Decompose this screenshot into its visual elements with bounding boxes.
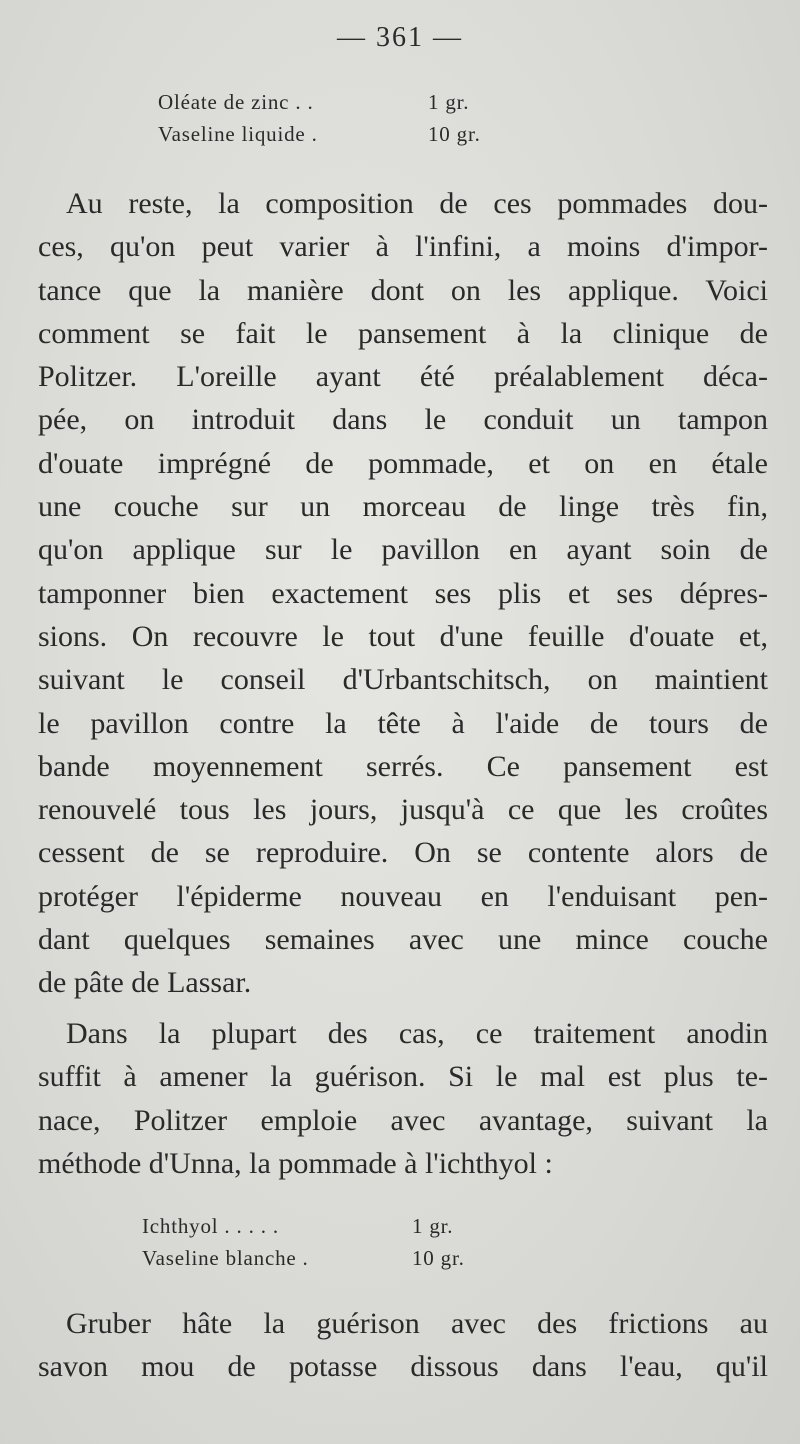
text-line: dant quelques semaines avec une mince couche bbox=[38, 923, 768, 957]
recipe-row bbox=[142, 1242, 465, 1274]
recipe-row bbox=[142, 1210, 465, 1242]
recipe-ingredient: Vaseline liquide . bbox=[158, 122, 318, 146]
text-line: bande moyennement serrés. Ce pansement est bbox=[38, 749, 768, 783]
text-line: Au reste, la composition de ces pommades dou- bbox=[66, 187, 768, 220]
text-line: ces, qu'on peut varier à l'infini, a moins d'impor- bbox=[38, 230, 768, 264]
text-line: tance que la manière dont on les applique. Voici bbox=[38, 273, 768, 307]
recipe-quantity: 1 gr. bbox=[428, 90, 470, 114]
recipe-quantity: 10 gr. bbox=[428, 122, 481, 146]
recipe-quantity: 1 gr. bbox=[412, 1214, 454, 1238]
text-line: Politzer. L'oreille ayant été préalablement déca- bbox=[38, 360, 768, 394]
text-line: protéger l'épiderme nouveau en l'enduisant pen- bbox=[38, 879, 768, 913]
text-line: cessent de se reproduire. On se contente alors de bbox=[38, 836, 768, 870]
paragraph-dressing-method bbox=[38, 182, 768, 1005]
text-line: qu'on applique sur le pavillon en ayant soin de bbox=[38, 533, 768, 567]
paragraph-ichthyol bbox=[38, 1012, 768, 1185]
text-line: Dans la plupart des cas, ce traitement anodin bbox=[66, 1017, 768, 1050]
text-line: de pâte de Lassar. bbox=[38, 966, 252, 1000]
recipe-ichthyol bbox=[142, 1210, 465, 1274]
recipe-row bbox=[158, 86, 481, 118]
recipe-ingredient: Ichthyol . . . . . bbox=[142, 1214, 279, 1238]
recipe-zinc-oleate bbox=[158, 86, 481, 150]
text-line: une couche sur un morceau de linge très fin, bbox=[38, 490, 768, 524]
text-line: savon mou de potasse dissous dans l'eau, qu'il bbox=[38, 1350, 768, 1384]
recipe-row bbox=[158, 118, 481, 150]
recipe-ingredient: Vaseline blanche . bbox=[142, 1246, 309, 1270]
text-line: sions. On recouvre le tout d'une feuille d'ouate et, bbox=[38, 619, 768, 653]
recipe-quantity: 10 gr. bbox=[412, 1246, 465, 1270]
text-line: méthode d'Unna, la pommade à l'ichthyol : bbox=[38, 1146, 553, 1180]
paragraph-gruber bbox=[38, 1302, 768, 1389]
text-line: suivant le conseil d'Urbantschitsch, on maintient bbox=[38, 663, 768, 697]
text-line: Gruber hâte la guérison avec des frictions au bbox=[66, 1307, 768, 1340]
text-line: renouvelé tous les jours, jusqu'à ce que les croûtes bbox=[38, 793, 768, 827]
text-line: pée, on introduit dans le conduit un tampon bbox=[38, 403, 768, 437]
text-line: d'ouate imprégné de pommade, et on en étale bbox=[38, 446, 768, 480]
text-line: suffit à amener la guérison. Si le mal est plus te- bbox=[38, 1060, 768, 1094]
text-line: tamponner bien exactement ses plis et ses dépres- bbox=[38, 576, 768, 610]
text-line: le pavillon contre la tête à l'aide de tours de bbox=[38, 706, 768, 740]
recipe-ingredient: Oléate de zinc . . bbox=[158, 90, 314, 114]
text-line: nace, Politzer emploie avec avantage, suivant la bbox=[38, 1103, 768, 1137]
text-line: comment se fait le pansement à la clinique de bbox=[38, 316, 768, 350]
page-number: — 361 — bbox=[337, 22, 463, 53]
